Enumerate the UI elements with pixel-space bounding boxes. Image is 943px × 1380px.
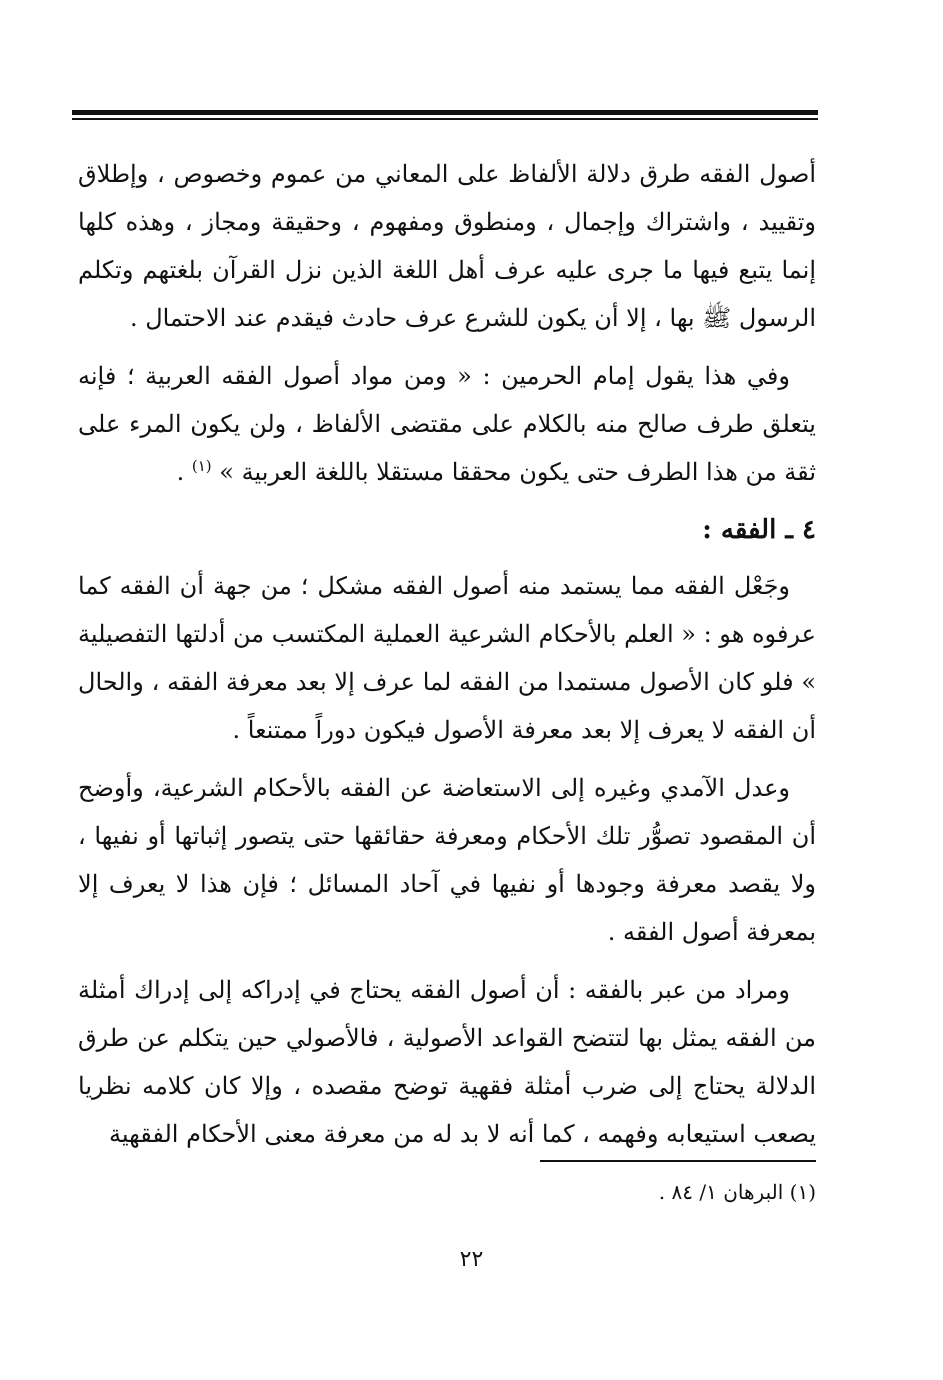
header-rule-thin: [72, 118, 818, 120]
page-number: ٢٢: [459, 1247, 484, 1272]
paragraph-4: وعدل الآمدي وغيره إلى الاستعاضة عن الفقه بالأحكام الشرعية، وأوضح أن المقصود تصوُّر تلك الأحكام ومعرفة حقائقها حتى يتصور إثباتها أو نفيها ، ولا يقصد معرفة وجودها أو نفيها في آحاد المسائل ؛ فإن هذا لا يعرف إلا بمعرفة أصول الفقه .: [78, 774, 816, 946]
header-rule-thick: [72, 110, 818, 115]
footnote-separator: [540, 1160, 816, 1162]
main-text: [78, 150, 816, 1168]
paragraph-1: أصول الفقه طرق دلالة الألفاظ على المعاني من عموم وخصوص ، وإطلاق وتقييد ، واشتراك وإجمال ، ومنطوق ومفهوم ، وحقيقة ومجاز ، وهذه كلها إنما يتبع فيها ما جرى عليه عرف أهل اللغة الذين نزل القرآن بلغتهم وتكلم الرسول ﷺ بها ، إلا أن يكون للشرع عرف حادث فيقدم عند الاحتمال .: [78, 160, 816, 332]
footnote: (١) البرهان ١/ ٨٤ .: [658, 1180, 816, 1204]
paragraph-5: ومراد من عبر بالفقه : أن أصول الفقه يحتاج في إدراكه إلى إدراك أمثلة من الفقه يمثل بها لتتضح القواعد الأصولية ، فالأصولي حين يتكلم عن طرق الدلالة يحتاج إلى ضرب أمثلة فقهية توضح مقصده ، وإلا كان كلامه نظريا يصعب استيعابه وفهمه ، كما أنه لا بد له من معرفة معنى الأحكام الفقهية: [78, 976, 816, 1148]
paragraph-2-end: .: [176, 458, 192, 486]
paragraph-3: وجَعْل الفقه مما يستمد منه أصول الفقه مشكل ؛ من جهة أن الفقه كما عرفوه هو : « العلم بالأحكام الشرعية العملية المكتسب من أدلتها التفصيلية » فلو كان الأصول مستمدا من الفقه لما عرف إلا بعد معرفة الفقه ، والحال أن الفقه لا يعرف إلا بعد معرفة الأصول فيكون دوراً ممتنعاً .: [78, 572, 816, 744]
header-double-rule: [72, 110, 818, 120]
paragraph-2-text: وفي هذا يقول إمام الحرمين : « ومن مواد أصول الفقه العربية ؛ فإنه يتعلق طرف صالح منه بالكلام على مقتضى الألفاظ ، ولن يكون المرء على ثقة من هذا الطرف حتى يكون محققا مستقلا باللغة العربية »: [78, 362, 816, 486]
section-heading: ٤ ـ الفقه :: [702, 515, 816, 545]
footnote-reference: (١): [191, 457, 212, 475]
paragraph-2: [78, 352, 816, 496]
